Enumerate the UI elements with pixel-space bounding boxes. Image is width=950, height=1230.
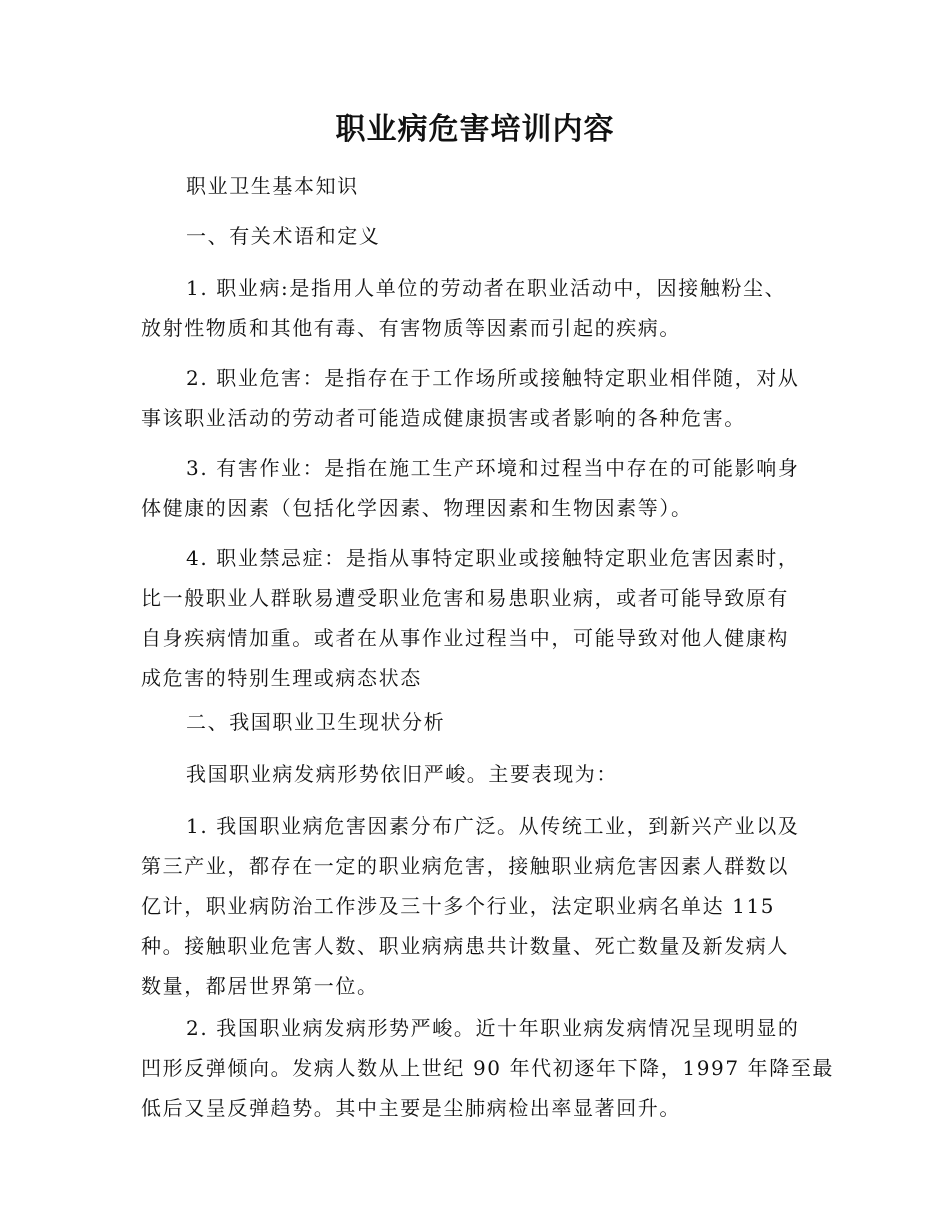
status-point-distribution bbox=[141, 806, 809, 1006]
paragraph-line: 低后又呈反弹趋势。其中主要是尘肺病检出率显著回升。 bbox=[141, 1096, 681, 1120]
paragraph-line: 2. 职业危害：是指存在于工作场所或接触特定职业相伴随，对从 bbox=[186, 366, 800, 390]
paragraph-line: 亿计，职业病防治工作涉及三十多个行业，法定职业病名单达 115 bbox=[141, 894, 776, 918]
paragraph-line: 2. 我国职业病发病形势严峻。近十年职业病发病情况呈现明显的 bbox=[186, 1016, 800, 1040]
paragraph-line: 种。接触职业危害人数、职业病病患共计数量、死亡数量及新发病人 bbox=[141, 934, 789, 958]
paragraph-line: 1. 职业病:是指用人单位的劳动者在职业活动中，因接触粉尘、 bbox=[186, 276, 787, 300]
paragraph-line: 事该职业活动的劳动者可能造成健康损害或者影响的各种危害。 bbox=[141, 406, 746, 430]
paragraph-line: 1. 我国职业病危害因素分布广泛。从传统工业，到新兴产业以及 bbox=[186, 814, 800, 838]
paragraph-line: 第三产业，都存在一定的职业病危害，接触职业病危害因素人群数以 bbox=[141, 854, 789, 878]
heading-basic-knowledge bbox=[141, 166, 809, 206]
section-heading-terms bbox=[141, 216, 809, 256]
status-intro bbox=[141, 754, 809, 794]
definition-occupational-disease bbox=[141, 268, 809, 348]
document-title: 职业病危害培训内容 bbox=[335, 112, 615, 147]
definition-hazardous-work bbox=[141, 448, 809, 528]
paragraph-line: 一、有关术语和定义 bbox=[186, 224, 381, 248]
definition-occupational-hazard bbox=[141, 358, 809, 438]
section-heading-status bbox=[141, 702, 809, 742]
paragraph-line: 自身疾病情加重。或者在从事作业过程当中，可能导致对他人健康构 bbox=[141, 626, 789, 650]
definition-contraindication bbox=[141, 538, 809, 698]
paragraph-line: 我国职业病发病形势依旧严峻。主要表现为： bbox=[186, 762, 618, 786]
status-point-trend bbox=[141, 1008, 835, 1128]
paragraph-line: 成危害的特别生理或病态状态 bbox=[141, 666, 422, 690]
paragraph-line: 比一般职业人群耿易遭受职业危害和易患职业病，或者可能导致原有 bbox=[141, 586, 789, 610]
paragraph-line: 4. 职业禁忌症：是指从事特定职业或接触特定职业危害因素时， bbox=[186, 546, 800, 570]
paragraph-line: 数量，都居世界第一位。 bbox=[141, 974, 379, 998]
paragraph-line: 凹形反弹倾向。发病人数从上世纪 90 年代初逐年下降，1997 年降至最 bbox=[141, 1056, 835, 1080]
paragraph-line: 二、我国职业卫生现状分析 bbox=[186, 710, 446, 734]
paragraph-line: 3. 有害作业：是指在施工生产环境和过程当中存在的可能影响身 bbox=[186, 456, 800, 480]
paragraph-line: 放射性物质和其他有毒、有害物质等因素而引起的疾病。 bbox=[141, 316, 681, 340]
paragraph-line: 职业卫生基本知识 bbox=[186, 174, 359, 198]
paragraph-line: 体健康的因素（包括化学因素、物理因素和生物因素等）。 bbox=[141, 496, 693, 520]
